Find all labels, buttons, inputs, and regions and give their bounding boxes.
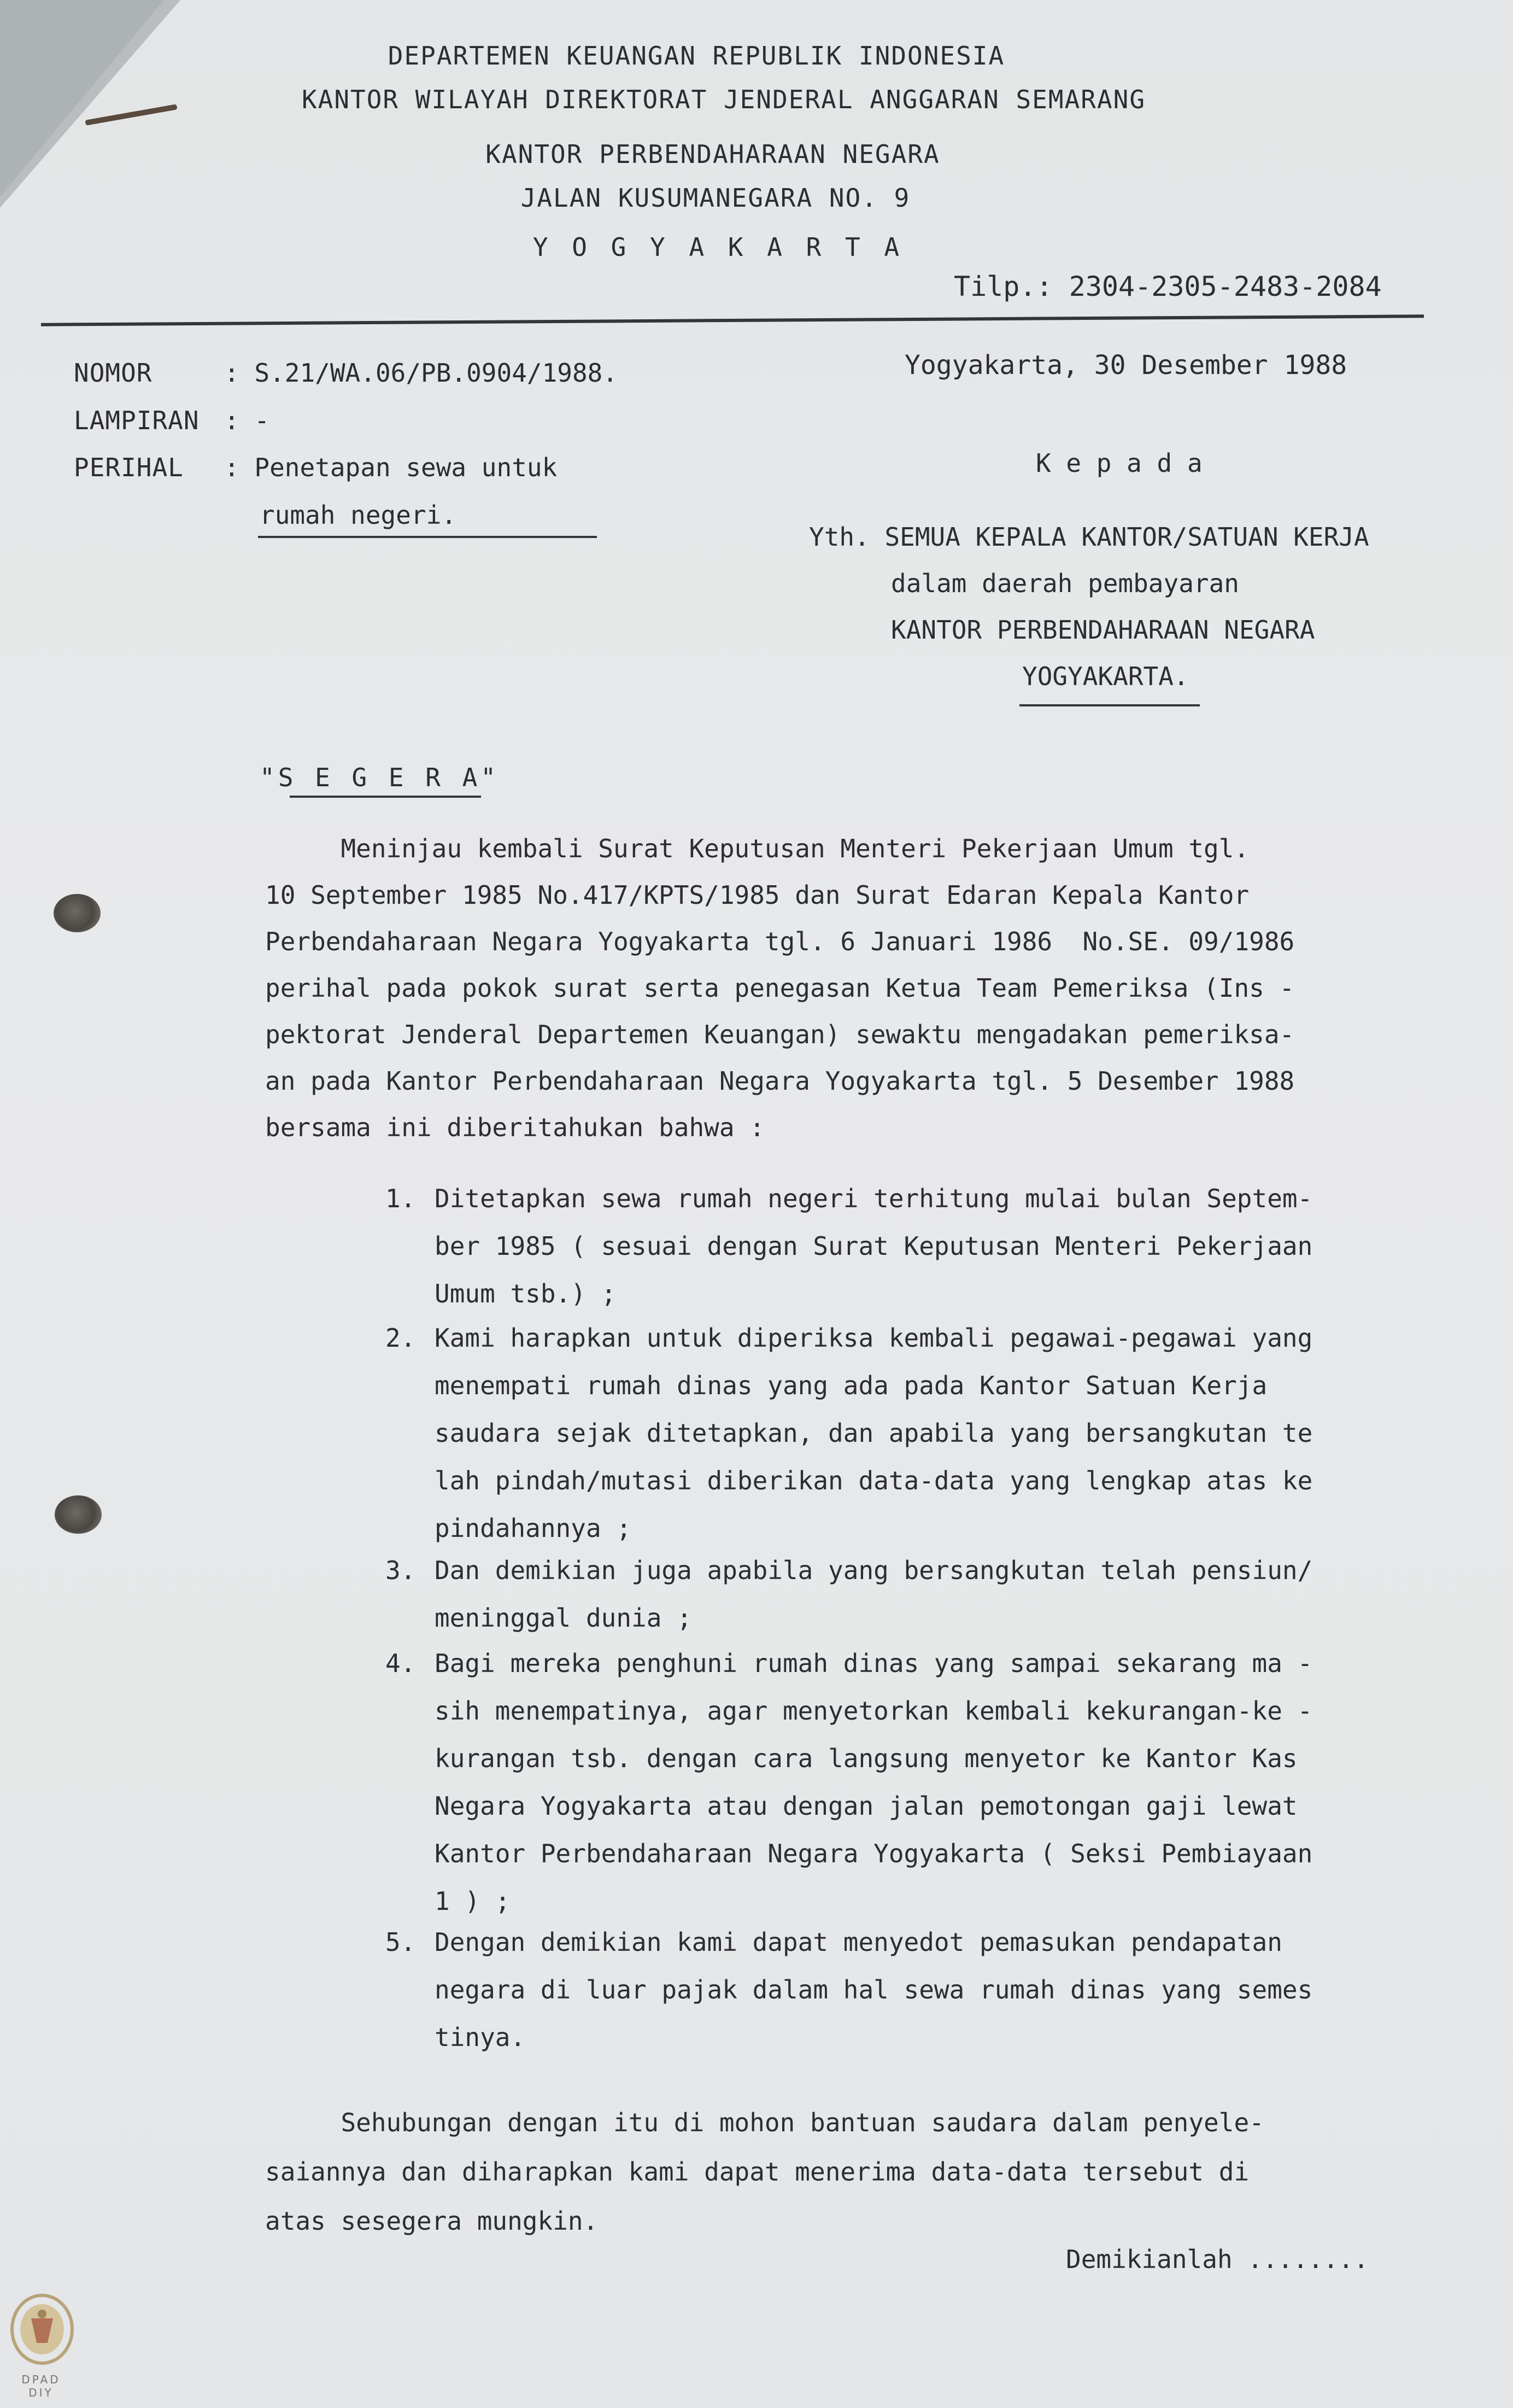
- recipient-line-2: dalam daerah pembayaran: [891, 569, 1239, 598]
- intro-line: 10 September 1985 No.417/KPTS/1985 dan Surat Edaran Kepala Kantor: [265, 880, 1250, 910]
- list-item-number: 3.: [385, 1556, 416, 1585]
- archive-seal-caption: DPAD DIY: [21, 2373, 61, 2399]
- urgency-underline: [290, 796, 481, 798]
- list-item-line: ber 1985 ( sesuai dengan Surat Keputusan Menteri Pekerjaan: [435, 1231, 1313, 1261]
- archive-seal-logo: [7, 2291, 78, 2373]
- letterhead-department: DEPARTEMEN KEUANGAN REPUBLIK INDONESIA: [388, 41, 1005, 71]
- list-item-line: sih menempatinya, agar menyetorkan kembali kekurangan-ke -: [435, 1696, 1313, 1726]
- list-item-line: Ditetapkan sewa rumah negeri terhitung mulai bulan Septem-: [435, 1184, 1313, 1213]
- kepada-heading: K e p a d a: [1036, 448, 1203, 478]
- recipient-underline: [1019, 704, 1200, 706]
- list-item-number: 1.: [385, 1184, 416, 1213]
- letterhead-office: KANTOR PERBENDAHARAAN NEGARA: [485, 139, 940, 169]
- list-item-line: pindahannya ;: [435, 1513, 632, 1543]
- list-item-number: 2.: [385, 1323, 416, 1353]
- punch-hole-upper: [54, 894, 101, 932]
- closing-line: atas sesegera mungkin.: [265, 2206, 599, 2236]
- lampiran-label: LAMPIRAN: [74, 406, 200, 435]
- list-item-line: Dengan demikian kami dapat menyedot pemasukan pendapatan: [435, 1927, 1282, 1957]
- perihal-label: PERIHAL: [74, 453, 184, 482]
- perihal-value: : Penetapan sewa untuk: [224, 453, 558, 482]
- list-item-line: lah pindah/mutasi diberikan data-data yang lengkap atas ke: [435, 1466, 1313, 1495]
- letter-date: Yogyakarta, 30 Desember 1988: [905, 350, 1347, 381]
- intro-line: perihal pada pokok surat serta penegasan Ketua Team Pemeriksa (Ins -: [265, 973, 1295, 1003]
- letterhead-phone: Tilp.: 2304-2305-2483-2084: [954, 271, 1382, 302]
- perihal-value-continued: rumah negeri.: [260, 500, 457, 530]
- list-item-line: Umum tsb.) ;: [435, 1279, 617, 1308]
- recipient-line-3: KANTOR PERBENDAHARAAN NEGARA: [891, 615, 1315, 645]
- nomor-value: : S.21/WA.06/PB.0904/1988.: [224, 358, 618, 388]
- letterhead-rule: [41, 314, 1424, 326]
- intro-line: an pada Kantor Perbendaharaan Negara Yogyakarta tgl. 5 Desember 1988: [265, 1066, 1295, 1096]
- list-item-line: Negara Yogyakarta atau dengan jalan pemotongan gaji lewat: [435, 1791, 1298, 1821]
- letterhead-city: Y O G Y A K A R T A: [532, 232, 904, 262]
- letterhead-regional-office: KANTOR WILAYAH DIREKTORAT JENDERAL ANGGARAN SEMARANG: [301, 85, 1146, 114]
- punch-hole-lower: [55, 1495, 102, 1534]
- list-item-line: menempati rumah dinas yang ada pada Kantor Satuan Kerja: [435, 1371, 1268, 1400]
- list-item-number: 4.: [385, 1649, 416, 1678]
- intro-line: bersama ini diberitahukan bahwa :: [265, 1113, 765, 1142]
- intro-line: Perbendaharaan Negara Yogyakarta tgl. 6 Januari 1986 No.SE. 09/1986: [265, 927, 1295, 956]
- list-item-line: kurangan tsb. dengan cara langsung menyetor ke Kantor Kas: [435, 1744, 1298, 1773]
- recipient-line-4: YOGYAKARTA.: [1022, 662, 1189, 691]
- list-item-line: Dan demikian juga apabila yang bersangkutan telah pensiun/: [435, 1556, 1313, 1585]
- list-item-line: Bagi mereka penghuni rumah dinas yang sampai sekarang ma -: [435, 1649, 1313, 1678]
- list-item-line: Kantor Perbendaharaan Negara Yogyakarta ( Seksi Pembiayaan: [435, 1839, 1313, 1868]
- signoff-text: Demikianlah ........: [1066, 2245, 1369, 2274]
- list-item-line: tinya.: [435, 2023, 526, 2052]
- perihal-underline: [258, 536, 597, 538]
- list-item-line: meninggal dunia ;: [435, 1603, 692, 1633]
- list-item-line: 1 ) ;: [435, 1886, 511, 1916]
- intro-line: pektorat Jenderal Departemen Keuangan) sewaktu mengadakan pemeriksa-: [265, 1020, 1295, 1049]
- list-item-line: saudara sejak ditetapkan, dan apabila yang bersangkutan te: [435, 1418, 1313, 1448]
- letterhead-address: JALAN KUSUMANEGARA NO. 9: [520, 183, 911, 213]
- intro-line: Meninjau kembali Surat Keputusan Menteri Pekerjaan Umum tgl.: [265, 834, 1250, 863]
- list-item-line: Kami harapkan untuk diperiksa kembali pegawai-pegawai yang: [435, 1323, 1313, 1353]
- list-item-number: 5.: [385, 1927, 416, 1957]
- lampiran-value: : -: [224, 406, 270, 435]
- recipient-line-1: Yth. SEMUA KEPALA KANTOR/SATUAN KERJA: [809, 522, 1369, 552]
- list-item-line: negara di luar pajak dalam hal sewa rumah dinas yang semes: [435, 1975, 1313, 2004]
- nomor-label: NOMOR: [74, 358, 153, 388]
- closing-line: Sehubungan dengan itu di mohon bantuan saudara dalam penyele-: [265, 2108, 1264, 2137]
- urgency-marker: "S E G E R A": [260, 763, 500, 792]
- closing-line: saiannya dan diharapkan kami dapat menerima data-data tersebut di: [265, 2157, 1250, 2187]
